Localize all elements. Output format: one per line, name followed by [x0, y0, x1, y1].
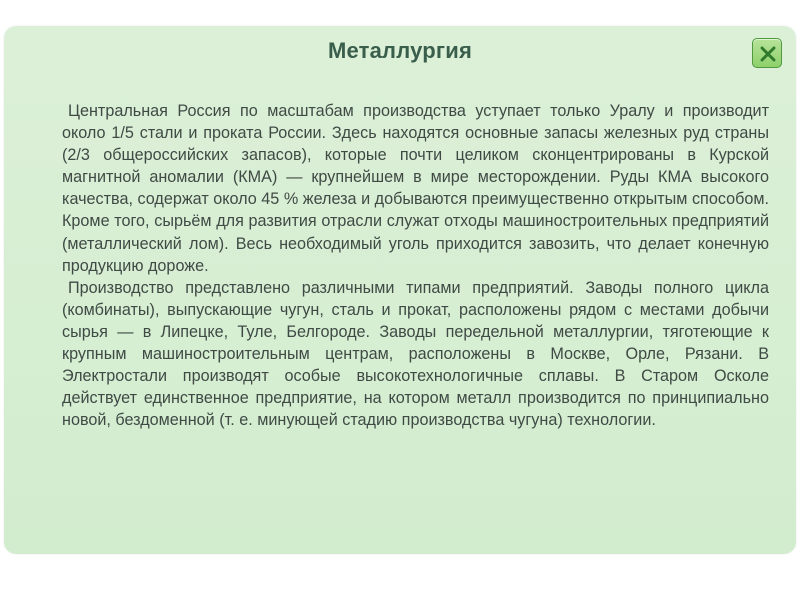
- close-button[interactable]: [752, 38, 782, 68]
- article-text: [62, 100, 769, 431]
- close-x-icon: [759, 45, 777, 63]
- paragraph-2: Производство представлено различными типами предприятий. Заводы полного цикла (комбинаты), выпускающие чугун, сталь и прокат, расположены рядом с местами добычи сырья — в Липецке, Туле, Белгороде. Заводы передельной металлургии, тяготеющие к крупным машиностроительным центрам, расположены в Москве, Орле, Рязани. В Электростали производят особые высокотехнологичные сплавы. В Старом Осколе действует единственное предприятие, на котором металл производится по принципиально новой, бездоменной (т. е. минующей стадию производства чугуна) технологии.: [62, 278, 769, 430]
- panel-title: Металлургия: [327, 38, 473, 63]
- content-panel: [4, 26, 796, 554]
- paragraph-1: Центральная Россия по масштабам производства уступает только Уралу и производит около 1/5 стали и проката России. Здесь находятся основные запасы железных руд страны (2/3 общероссийских запасов), которые почти целиком сконцентрированы в Курской магнитной аномалии (КМА) — крупнейшем в мире месторождении. Руды КМА высокого качества, содержат около 45 % железа и добываются преимущественно открытым способом. Кроме того, сырьём для развития отрасли служат отходы машиностроительных предприятий (металлический лом). Весь необходимый уголь приходится завозить, что делает конечную продукцию дороже.: [62, 102, 769, 275]
